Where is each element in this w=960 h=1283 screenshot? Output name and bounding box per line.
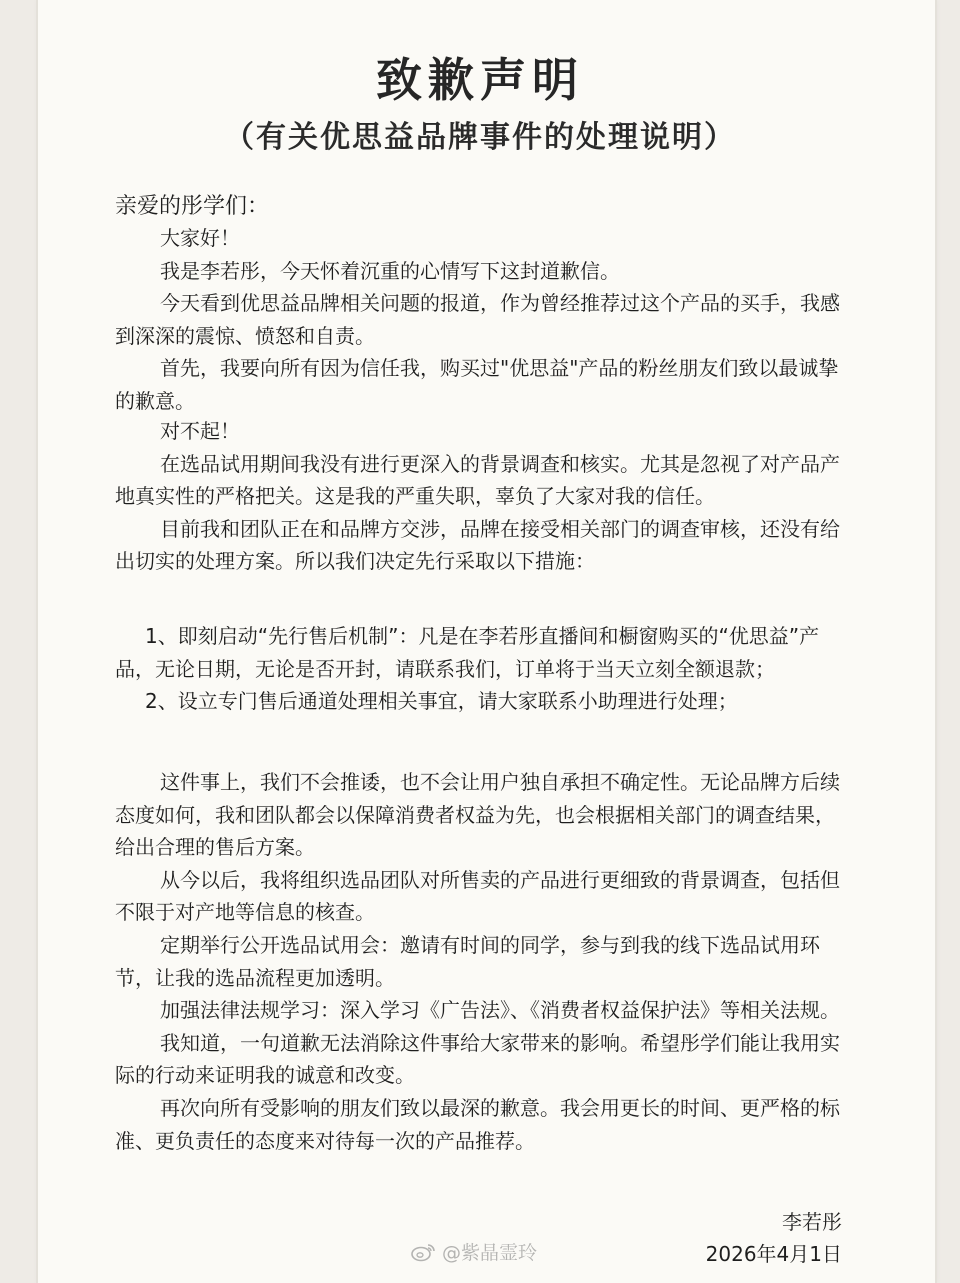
paragraph: 定期举行公开选品试用会：邀请有时间的同学，参与到我的线下选品试用环节，让我的选品流程更加透明。 — [115, 932, 820, 990]
paragraph: 从今以后，我将组织选品团队对所售卖的产品进行更细致的背景调查，包括但不限于对产地等信息的核查。 — [115, 867, 840, 925]
document-title: 致歉声明 — [376, 53, 584, 107]
greeting: 亲爱的彤学们： — [115, 194, 270, 219]
paragraph: 首先，我要向所有因为信任我，购买过"优思益"产品的粉丝朋友们致以最诚挚的歉意。 — [115, 356, 839, 413]
measure-item: 2、设立专门售后通道处理相关事宜，请大家联系小助理进行处理； — [145, 689, 738, 714]
paragraph: 今天看到优思益品牌相关问题的报道，作为曾经推荐过这个产品的买手，我感到深深的震惊、愤怒和自责。 — [115, 291, 840, 348]
paper-left-edge — [36, 0, 38, 1283]
body-section-b — [115, 415, 845, 578]
signature-block — [706, 1206, 842, 1270]
paragraph: 在选品试用期间我没有进行更深入的背景调查和核实。尤其是忽视了对产品产地真实性的严格把关。这是我的严重失职，辜负了大家对我的信任。 — [115, 451, 840, 509]
body-section-a — [115, 222, 845, 418]
weibo-watermark — [410, 1238, 537, 1265]
paper-right-edge — [935, 0, 937, 1283]
body-section-c — [115, 766, 845, 1157]
paragraph: 再次向所有受影响的朋友们致以最深的歉意。我会用更长的时间、更严格的标准、更负责任的态度来对待每一次的产品推荐。 — [115, 1095, 840, 1153]
weibo-icon — [410, 1242, 436, 1262]
paragraph: 对不起！ — [160, 419, 240, 443]
paragraph: 大家好！ — [160, 226, 240, 250]
paragraph: 这件事上，我们不会推诿，也不会让用户独自承担不确定性。无论品牌方后续态度如何，我和团队都会以保障消费者权益为先，也会根据相关部门的调查结果，给出合理的售后方案。 — [115, 770, 840, 860]
paragraph: 目前我和团队正在和品牌方交涉，品牌在接受相关部门的调查审核，还没有给出切实的处理方案。所以我们决定先行采取以下措施： — [115, 516, 840, 574]
paragraph: 加强法律法规学习：深入学习《广告法》、《消费者权益保护法》等相关法规。 — [160, 998, 840, 1023]
signature-date: 2026年4月1日 — [705, 1242, 842, 1266]
watermark-text: @紫晶霊玲 — [442, 1242, 538, 1264]
signature-name: 李若彤 — [782, 1210, 842, 1234]
measure-item: 1、即刻启动“先行售后机制”：凡是在李若彤直播间和橱窗购买的“优思益”产品，无论日期，无论是否开封，请联系我们，订单将于当天立刻全额退款； — [115, 624, 820, 681]
paragraph: 我知道，一句道歉无法消除这件事给大家带来的影响。希望彤学们能让我用实际的行动来证明我的诚意和改变。 — [115, 1030, 840, 1088]
paragraph: 我是李若彤，今天怀着沉重的心情写下这封道歉信。 — [160, 258, 620, 283]
measures-list — [115, 620, 845, 718]
document-subtitle: （有关优思益品牌事件的处理说明） — [224, 120, 736, 155]
